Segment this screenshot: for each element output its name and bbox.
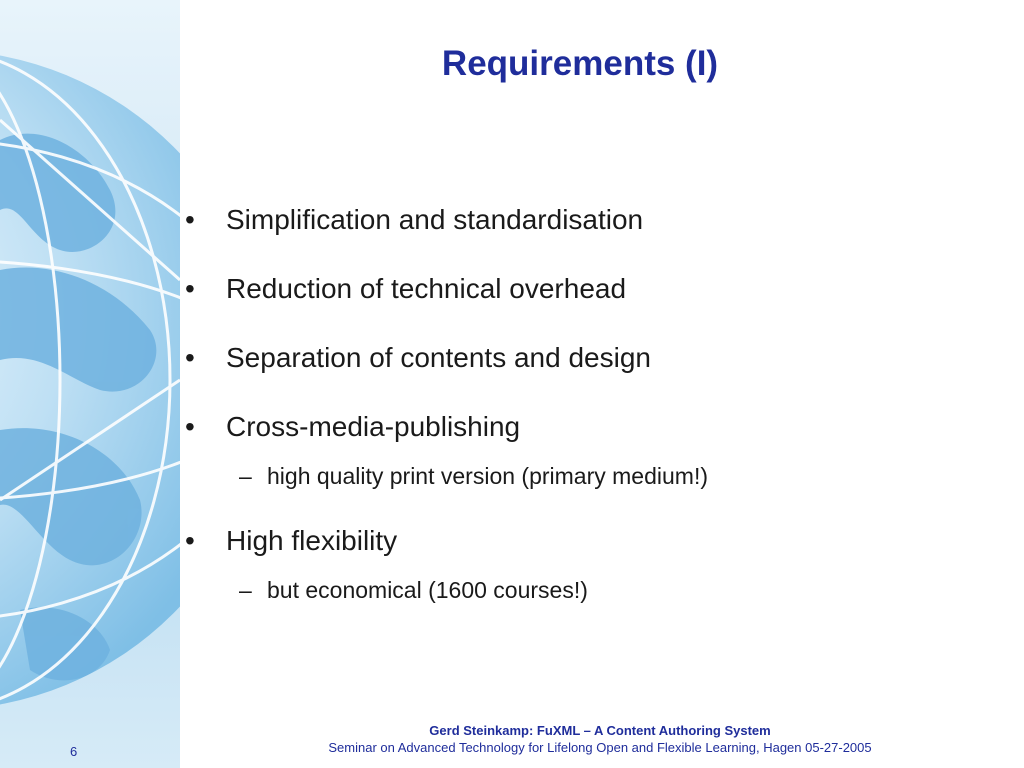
- sub-bullet-marker: –: [239, 577, 252, 603]
- bullet-text: Cross-media-publishing: [226, 411, 521, 442]
- bullet-item: [185, 407, 965, 492]
- footer: [190, 722, 1010, 756]
- bullet-marker: •: [185, 411, 195, 442]
- bullet-item: [185, 521, 965, 606]
- bullet-item: [185, 200, 965, 240]
- bullet-list: [185, 200, 965, 635]
- sub-bullet-item: [239, 460, 965, 492]
- bullet-marker: •: [185, 204, 195, 235]
- bullet-marker: •: [185, 525, 195, 556]
- bullet-text: High flexibility: [226, 525, 398, 556]
- slide-title: Requirements (I): [441, 44, 719, 83]
- slide-number: 6: [70, 744, 78, 759]
- globe-image: [0, 0, 180, 768]
- bullet-text: Separation of contents and design: [226, 342, 651, 373]
- bullet-text: Simplification and standardisation: [226, 204, 644, 235]
- bullet-item: [185, 338, 965, 378]
- sub-bullet-item: [239, 574, 965, 606]
- footer-event: Seminar on Advanced Technology for Lifelong Open and Flexible Learning, Hagen 05-27-2005: [328, 740, 872, 755]
- sub-bullet-marker: –: [239, 463, 252, 489]
- bullet-marker: •: [185, 342, 195, 373]
- sub-bullet-list: [226, 574, 965, 606]
- sub-bullet-list: [226, 460, 965, 492]
- globe-graphic: [0, 0, 180, 768]
- sub-bullet-text: but economical (1600 courses!): [267, 577, 588, 603]
- footer-author-title: Gerd Steinkamp: FuXML – A Content Authoring System: [429, 723, 771, 738]
- sub-bullet-text: high quality print version (primary medium!): [267, 463, 708, 489]
- bullet-text: Reduction of technical overhead: [226, 273, 627, 304]
- bullet-item: [185, 269, 965, 309]
- bullet-marker: •: [185, 273, 195, 304]
